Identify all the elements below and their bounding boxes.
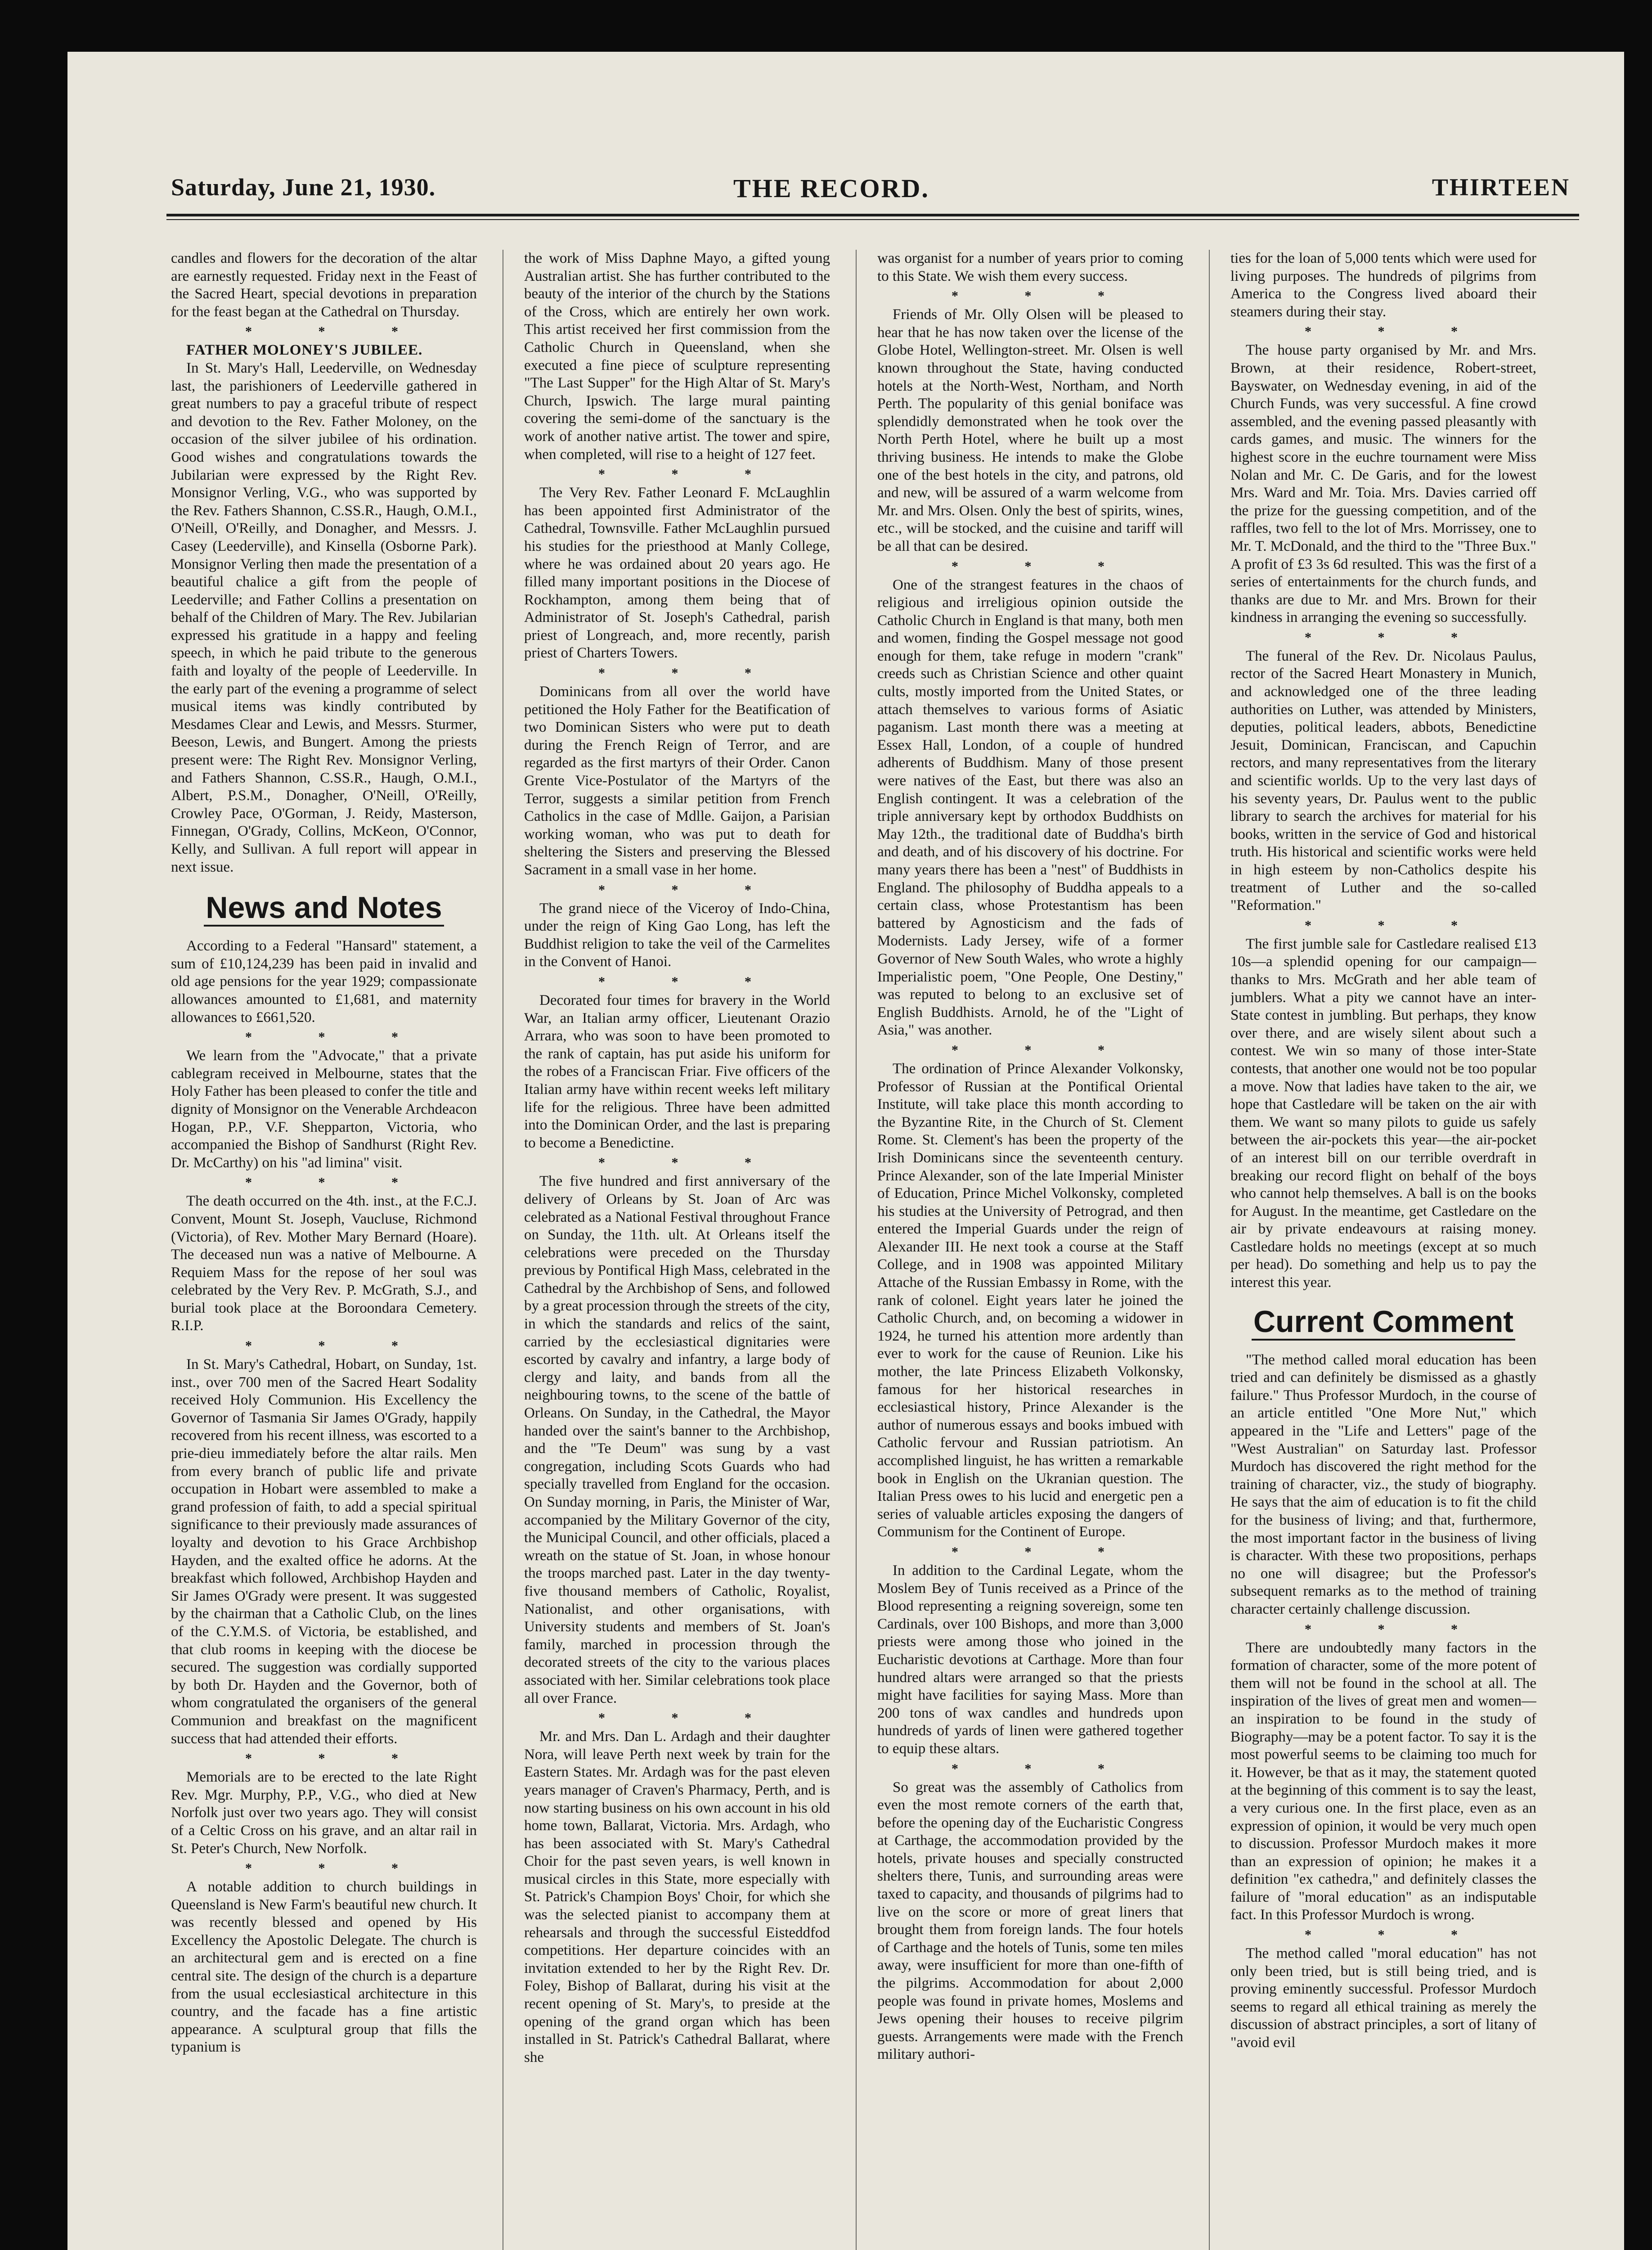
article-paragraph: According to a Federal "Hansard" statement, a sum of £10,124,239 has been paid in invalid and old age pensions for the year 1929; compassionate allowances amounted to £1,681, and maternity allowances to £661,520. <box>171 938 477 1026</box>
section-separator: * * * <box>1305 1927 1489 1943</box>
section-heading <box>171 890 477 926</box>
masthead-rule <box>166 214 1579 216</box>
newspaper-page <box>67 52 1624 2250</box>
section-separator: * * * <box>952 558 1136 574</box>
article-paragraph: was organist for a number of years prior to coming to this State. We wish them every success. <box>877 250 1183 284</box>
section-separator: * * * <box>1305 918 1489 933</box>
article-paragraph: The grand niece of the Viceroy of Indo-China, under the reign of King Gao Long, has left the Buddhist religion to take the veil of the Carmelites in the Convent of Hanoi. <box>524 900 830 970</box>
article-paragraph: Dominicans from all over the world have petitioned the Holy Father for the Beatification of two Dominican Sisters who were put to death during the French Reign of Terror, and are regarded as the first martyrs of their Order. Canon Grente Vice-Postulator of the Martyrs of the Terror, suggests a similar petition from French Catholics in the case of Mdlle. Gaijon, a Parisian working woman, who was put to death for sheltering the Sisters and preserving the Blessed Sacrament in a small vase in her home. <box>524 684 830 878</box>
article-paragraph: The funeral of the Rev. Dr. Nicolaus Paulus, rector of the Sacred Heart Monastery in Munich, and acknowledged one of the three leading authorities on Luther, was attended by Ministers, deputies, political leaders, abbots, Benedictine Jesuit, Dominican, Franciscan, and Capuchin rectors, and many representatives from the literary and scientific worlds. Up to the very last days of his seventy years, Dr. Paulus went to the public library to search the archives for material for his books, written in the service of God and historical truth. His historical and scientific works were held in high esteem by non-Catholics despite his treatment of Luther and the so-called "Reformation." <box>1230 648 1536 914</box>
column-1 <box>171 250 477 2250</box>
issue-date: Saturday, June 21, 1930. <box>171 174 436 201</box>
section-separator: * * * <box>598 1155 783 1170</box>
section-separator: * * * <box>1305 324 1489 339</box>
section-separator: * * * <box>598 666 783 681</box>
section-separator: * * * <box>1305 1621 1489 1637</box>
article-subheading-line <box>171 342 477 360</box>
article-paragraph: In St. Mary's Cathedral, Hobart, on Sunday, 1st. inst., over 700 men of the Sacred Heart Sodality received Holy Communion. His Excellency the Governor of Tasmania Sir James O'Grady, happily recovered from his recent illness, was escorted to a prie-dieu immediately before the altar rails. Men from every branch of public life and private occupation in Hobart were assembled to make a grand profession of faith, to add a special spiritual significance to their previously made assurances of loyalty and devotion to his Grace Archbishop Hayden, and the exalted office he adorns. At the breakfast which followed, Archbishop Hayden and Sir James O'Grady were present. It was suggested by the chairman that a Catholic Club, on the lines of the C.Y.M.S. of Victoria, be established, and that club rooms in keeping with the diocese be secured. The suggestion was cordially supported by both Dr. Hayden and the Governor, both of whom congratulated the organisers of the general Communion and breakfast on the magnificent success that had attended their efforts. <box>171 1356 477 1747</box>
column-2 <box>524 250 830 2250</box>
article-paragraph: Friends of Mr. Olly Olsen will be pleased to hear that he has now taken over the license of the Globe Hotel, Wellington-street. Mr. Olsen is well known throughout the State, having conducted hotels at the North-West, Northam, and North Perth. The popularity of this genial boniface was splendidly demonstrated when he took over the North Perth Hotel, where he built up a most thriving business. He intends to make the Globe one of the best hotels in the city, and patrons, old and new, will be assured of a warm welcome from Mr. and Mrs. Olsen. Only the best of spirits, wines, etc., will be stocked, and the cuisine and tariff will be all that can be desired. <box>877 306 1183 554</box>
section-separator: * * * <box>245 1338 430 1354</box>
section-heading-text: Current Comment <box>1252 1305 1515 1341</box>
newspaper-title: THE RECORD. <box>733 174 929 203</box>
section-separator: * * * <box>598 974 783 989</box>
article-paragraph: Decorated four times for bravery in the World War, an Italian army officer, Lieutenant Orazio Arrara, who was soon to have been promoted to the rank of captain, has put aside his uniform for the robes of a Franciscan Friar. Five officers of the Italian army have within recent weeks left military life for the religious. Three have been admitted into the Dominican Order, and the last is preparing to become a Benedictine. <box>524 992 830 1151</box>
article-paragraph: candles and flowers for the decoration of the altar are earnestly requested. Friday next in the Feast of the Sacred Heart, special devotions in preparation for the feast began at the Cathedral on Thursday. <box>171 250 477 320</box>
article-paragraph: In St. Mary's Hall, Leederville, on Wednesday last, the parishioners of Leederville gathered in great numbers to pay a graceful tribute of respect and devotion to the Rev. Father Moloney, on the occasion of the silver jubilee of his ordination. Good wishes and congratulations towards the Jubilarian were expressed by the Right Rev. Monsignor Verling, V.G., who was supported by the Rev. Fathers Shannon, C.SS.R., Haugh, O.M.I., O'Neill, O'Reilly, and Donagher, and Messrs. J. Casey (Leederville), and Kinsella (Osborne Park). Monsignor Verling then made the presentation of a beautiful chalice a gift from the people of Leederville; and Father Collins a presentation on behalf of the Children of Mary. The Rev. Jubilarian expressed his gratitude in a happy and feeling speech, in which he paid tribute to the generous faith and loyalty of the people of Leederville. In the early part of the evening a programme of select musical items was kindly contributed by Mesdames Clear and Lewis, and Messrs. Sturmer, Beeson, Lewis, and Bungert. Among the priests present were: The Right Rev. Monsignor Verling, and Fathers Shannon, C.SS.R., Haugh, O.M.I., Albert, P.S.M., Donagher, O'Neill, O'Reilly, Crowley Pace, O'Gorman, J. Reidy, Masterson, Finnegan, O'Grady, Collins, McKeon, O'Connor, Kelly, and Sullivan. A full report will appear in next issue. <box>171 360 477 875</box>
column-divider <box>856 250 857 2250</box>
section-separator: * * * <box>598 1710 783 1726</box>
section-separator: * * * <box>598 882 783 897</box>
article-paragraph: Memorials are to be erected to the late Right Rev. Mgr. Murphy, P.P., V.G., who died at New Norfolk just over two years ago. They will consist of a Celtic Cross on his grave, and an altar rail in St. Peter's Church, New Norfolk. <box>171 1769 477 1857</box>
column-4 <box>1230 250 1536 2250</box>
section-separator: * * * <box>245 1751 430 1766</box>
article-paragraph: the work of Miss Daphne Mayo, a gifted young Australian artist. She has further contributed to the beauty of the interior of the church by the Stations of the Cross, which are entirely her own work. This artist received her first commission from the Catholic Church in Queensland, when she executed a fine piece of sculpture representing "The Last Supper" for the High Altar of St. Mary's Church, Ipswich. The large mural painting covering the semi-dome of the sanctuary is the work of another native artist. The tower and spire, when completed, will rise to a height of 127 feet. <box>524 250 830 463</box>
article-paragraph: So great was the assembly of Catholics from even the most remote corners of the earth that, before the opening day of the Eucharistic Congress at Carthage, the accommodation provided by the hotels, private houses and specially constructed shelters there, Tunis, and surrounding areas were taxed to capacity, and thousands of pilgrims had to live on the score or more of great liners that brought them from foreign lands. The four hotels of Carthage and the hotels of Tunis, some ten miles away, were insufficient for more than one-fifth of the pilgrims. Accommodation for about 2,000 people was found in private homes, Moslems and Jews opening their houses to receive pilgrim guests. Arrangements were made with the French military authori- <box>877 1779 1183 2063</box>
article-paragraph: The first jumble sale for Castledare realised £13 10s—a splendid opening for our campaign—thanks to Mrs. McGrath and her able team of jumblers. What a pity we cannot have an inter-State contest in jumbling. But perhaps, they know over there, and are wisely silent about such a contest. We win so many of those inter-State contests, that another one would not be too popular a move. Now that ladies have taken to the air, we hope that Castledare will be taken on the air with them. We want so many pilots to guide us safely between the air-pockets this year—the air-pocket of an interest bill on our terrible overdraft in breaking our record flight on behalf of the boys who cannot help themselves. A ball is on the books for August. In the meantime, get Castledare on the air by private endeavours at raising money. Castledare holds no meetings (except at so much per head). Do something and help us to pay the interest this year. <box>1230 936 1536 1291</box>
article-paragraph: One of the strangest features in the chaos of religious and irreligious opinion outside the Catholic Church in England is that many, both men and women, finding the Gospel message not good enough for them, take refuge in modern "crank" creeds such as Christian Science and other quaint cults, mostly imported from the United States, or attach themselves to various forms of Asiatic paganism. Last month there was a meeting at Essex Hall, London, of a couple of hundred adherents of Buddhism. Many of those present were natives of the East, but there was also an English contingent. It was a celebration of the triple anniversary kept by orthodox Buddhists on May 12th., the traditional date of Buddha's birth and death, and of his discovery of his doctrine. For many years there has been a "nest" of Buddhists in England. The philosophy of Buddha appeals to a certain class, whose Protestantism has been battered by Agnosticism and the fads of Modernists. Lady Jersey, wife of a former Governor of New South Wales, who wrote a highly Imperialistic poem, "One People, One Destiny," was reputed to belong to an exclusive set of English Buddhists. Arnold, he of the "Light of Asia," was another. <box>877 576 1183 1039</box>
article-paragraph: The ordination of Prince Alexander Volkonsky, Professor of Russian at the Pontifical Oriental Institute, will take place this month according to the Byzantine Rite, in the Church of St. Clement Rome. St. Clement's has been the property of the Irish Dominicans since the seventeenth century. Prince Alexander, son of the late Imperial Minister of Education, Prince Michel Volkonsky, completed his studies at the University of Petrograd, and then entered the Imperial Guards under the reign of Alexander III. He next took a course at the Staff College, and in 1908 was appointed Military Attache of the Russian Embassy in Rome, with the rank of colonel. Eight years later he joined the Catholic Church, and, on becoming a widower in 1924, he turned his attention more ardently than ever to work for the cause of Reunion. Like his mother, the late Princess Elizabeth Volkonsky, famous for her historical researches in ecclesiastical history, Prince Alexander is the author of numerous essays and books imbued with Catholic fervour and Russian patriotism. An accomplished linguist, he has written a remarkable book in English on the Ukranian question. The Italian Press owes to his lucid and energetic pen a series of valuable articles exposing the dangers of Communism for the Continent of Europe. <box>877 1060 1183 1540</box>
masthead <box>67 52 1624 250</box>
article-paragraph: "The method called moral education has been tried and can definitely be dismissed as a ghastly failure." Thus Professor Murdoch, in the course of an article entitled "One More Nut," which appeared in the "Life and Letters" page of the "West Australian" on Saturday last. Professor Murdoch has discovered the right method for the training of character, viz., the study of biography. He says that the aim of education is to fit the child for the business of living; and that, furthermore, the most important factor in the business of living is character. With these two propositions, perhaps no one will disagree; but the Professor's subsequent remarks as to the method of training character certainly challenge discussion. <box>1230 1351 1536 1617</box>
article-paragraph: The five hundred and first anniversary of the delivery of Orleans by St. Joan of Arc was celebrated as a National Festival throughout France on Sunday, the 11th. ult. At Orleans itself the celebrations were preceded on the Thursday previous by Pontifical High Mass, celebrated in the Cathedral by the Archbishop of Sens, and followed by a great procession through the streets of the city, in which the standards and relics of the saint, carried by the ecclesiastical dignitaries were escorted by cavalry and infantry, a large body of clergy and laity, and bands from all the neighbouring towns, to the scene of the battle of Orleans. On Sunday, in the Cathedral, the Mayor handed over the saint's banner to the Archbishop, and the "Te Deum" was sung by a vast congregation, including Scots Guards who had specially travelled from England for the occasion. On Sunday morning, in Paris, the Minister of War, accompanied by the Military Governor of the city, the Municipal Council, and other officials, placed a wreath on the statue of St. Joan, in whose honour the troops marched past. Later in the day twenty-five thousand members of Catholic, Royalist, Nationalist, and other organisations, with University students and members of St. Joan's family, marched in procession through the decorated streets of the city to the various places associated with her. Similar celebrations took place all over France. <box>524 1173 830 1706</box>
section-separator: * * * <box>1305 630 1489 645</box>
article-paragraph: The death occurred on the 4th. inst., at the F.C.J. Convent, Mount St. Joseph, Vaucluse, Richmond (Victoria), of Rev. Mother Mary Bernard (Hoare). The deceased nun was a native of Melbourne. A Requiem Mass for the repose of her soul was celebrated by the Very Rev. P. McGrath, S.J., and burial took place at the Boroondara Cemetery. R.I.P. <box>171 1193 477 1334</box>
article-paragraph: There are undoubtedly many factors in the formation of character, some of the more potent of them will not be found in the school at all. The inspiration of the lives of great men and women—an inspiration to be found in the study of Biography—may be a potent factor. To say it is the most powerful seems to be claiming too much for it. However, be that as it may, the statement quoted at the beginning of this comment is to say the least, a very curious one. In the first place, even as an expression of opinion, it would be very much open to discussion. Professor Murdoch makes it more than an expression of opinion; he makes it a definition "ex cathedra," and definitely classes the failure of "moral education" as an indisputable fact. In this Professor Murdoch is wrong. <box>1230 1639 1536 1923</box>
column-divider <box>1209 250 1210 2250</box>
article-paragraph: The Very Rev. Father Leonard F. McLaughlin has been appointed first Administrator of the Cathedral, Townsville. Father McLaughlin pursued his studies for the priesthood at Manly College, where he was ordained about 20 years ago. He filled many important positions in the Diocese of Rockhampton, among them being that of Administrator of St. Joseph's Cathedral, parish priest of Longreach, and, more recently, parish priest of Charters Towers. <box>524 485 830 662</box>
article-paragraph: We learn from the "Advocate," that a private cablegram received in Melbourne, states that the Holy Father has been pleased to confer the title and dignity of Monsignor on the Venerable Archdeacon Hogan, P.P., V.F. Shepparton, Victoria, who accompanied the Bishop of Sandhurst (Right Rev. Dr. McCarthy) on his "ad limina" visit. <box>171 1048 477 1171</box>
section-heading-text: News and Notes <box>204 891 444 927</box>
article-paragraph: ties for the loan of 5,000 tents which were used for living purposes. The hundreds of pilgrims from America to the Congress lived aboard their steamers during their stay. <box>1230 250 1536 320</box>
article-subheading: FATHER MOLONEY'S JUBILEE. <box>186 342 423 359</box>
article-paragraph: Mr. and Mrs. Dan L. Ardagh and their daughter Nora, will leave Perth next week by train for the Eastern States. Mr. Ardagh was for the past eleven years manager of Craven's Pharmacy, Perth, and is now starting business on his own account in his old home town, Ballarat, Victoria. Mrs. Ardagh, who has been associated with St. Mary's Cathedral Choir for the past seven years, is well known in musical circles in this State, more especially with St. Patrick's Champion Boys' Choir, for which she was the selected pianist to accompany them at rehearsals and through the successful Eisteddfod competitions. Her departure coincides with an invitation extended to her by the Right Rev. Dr. Foley, Bishop of Ballarat, during his visit at the recent opening of St. Mary's, to preside at the opening of the grand organ which has been installed in St. Patrick's Cathedral Ballarat, where she <box>524 1728 830 2066</box>
section-heading <box>1230 1304 1536 1340</box>
section-separator: * * * <box>245 1030 430 1045</box>
section-separator: * * * <box>952 1544 1136 1559</box>
article-paragraph: The house party organised by Mr. and Mrs. Brown, at their residence, Robert-street, Bayswater, on Wednesday evening, in aid of the Church Funds, was very successful. A fine crowd assembled, and the evening passed pleasantly with cards games, and music. The winners for the highest score in the euchre tournament were Miss Nolan and Mr. C. De Garis, and for the lowest Mrs. Ward and Mr. Toia. Mrs. Davies carried off the prize for the guessing competition, and of the raffles, two fell to the lot of Mrs. Morrissey, one to Mr. T. McDonald, and the third to the "Three Bux." A profit of £3 3s 6d resulted. This was the first of a series of entertainments for the church funds, and thanks are due to Mr. and Mrs. Brown for their kindness in arranging the evening so successfully. <box>1230 342 1536 626</box>
section-separator: * * * <box>952 288 1136 304</box>
section-separator: * * * <box>598 467 783 482</box>
article-paragraph: The method called "moral education" has not only been tried, but is still being tried, and is proving eminently successful. Professor Murdoch seems to regard all ethical training as merely the discussion of abstract principles, a sort of litany of "avoid evil <box>1230 1945 1536 2051</box>
section-separator: * * * <box>952 1042 1136 1058</box>
column-3 <box>877 250 1183 2250</box>
section-separator: * * * <box>245 1861 430 1876</box>
article-paragraph: In addition to the Cardinal Legate, whom the Moslem Bey of Tunis received as a Prince of the Blood representing a reigning sovereign, some ten Cardinals, over 100 Bishops, and more than 3,000 priests were among those who joined in the Eucharistic devotions at Carthage. More than four hundred altars were arranged so that the priests might have facilities for saying Mass. More than 200 tons of wax candles and hundreds upon hundreds of yards of linen were gathered together to equip these altars. <box>877 1562 1183 1757</box>
section-separator: * * * <box>245 324 430 339</box>
page-number: THIRTEEN <box>1432 174 1570 201</box>
article-paragraph: A notable addition to church buildings in Queensland is New Farm's beautiful new church. It was recently blessed and opened by His Excellency the Apostolic Delegate. The church is an architectural gem and is erected on a fine central site. The design of the church is a departure from the usual ecclesiastical architecture in this country, and the facade has a fine artistic appearance. A sculptural group that fills the typanium is <box>171 1879 477 2056</box>
section-separator: * * * <box>245 1175 430 1190</box>
masthead-rule-thin <box>166 219 1579 220</box>
section-separator: * * * <box>952 1761 1136 1776</box>
